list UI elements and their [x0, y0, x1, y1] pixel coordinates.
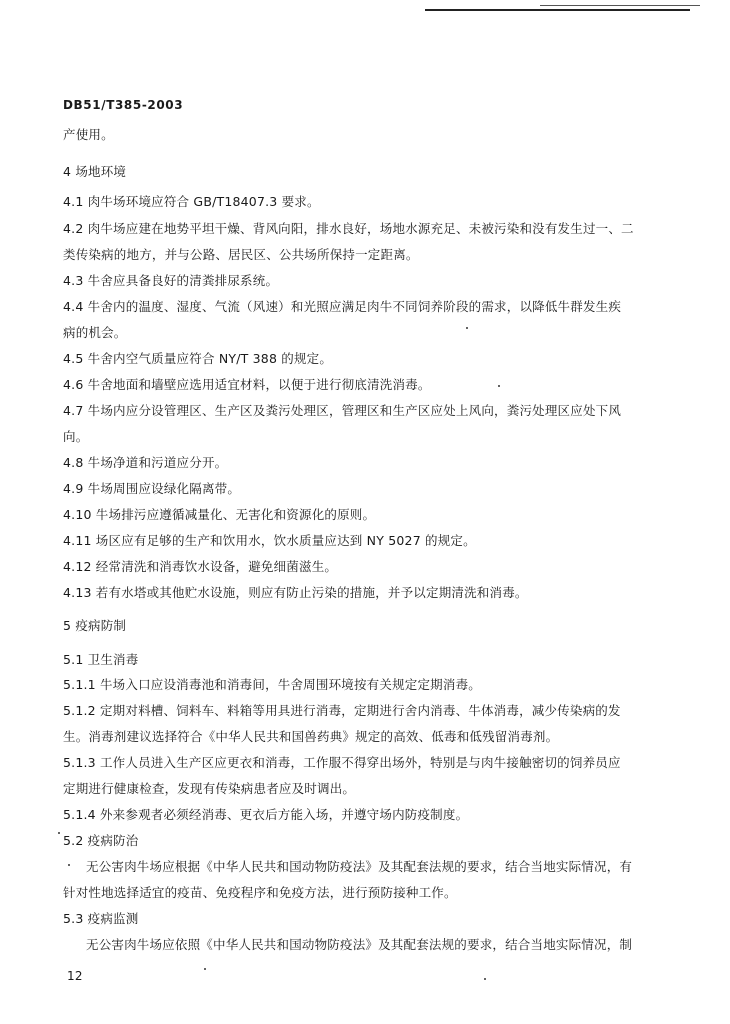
scan-speck [68, 864, 70, 866]
scan-speck [58, 832, 60, 834]
text-line: 4.1 肉牛场环境应符合 GB/T18407.3 要求。 [63, 194, 320, 209]
text-line: 针对性地选择适宜的疫苗、免疫程序和免疫方法，进行预防接种工作。 [63, 885, 457, 900]
scan-speck [466, 327, 468, 329]
section-heading: 5 疫病防制 [63, 618, 127, 633]
text-line: 4.4 牛舍内的温度、湿度、气流（风速）和光照应满足肉牛不同饲养阶段的需求，以降低牛群发生疾 [63, 299, 622, 314]
scan-speck [204, 968, 206, 970]
text-line: 4.10 牛场排污应遵循减量化、无害化和资源化的原则。 [63, 507, 376, 522]
text-line: 生。消毒剂建议选择符合《中华人民共和国兽药典》规定的高效、低毒和低残留消毒剂。 [63, 729, 559, 744]
scan-speck [484, 978, 486, 980]
text-line: 无公害肉牛场应根据《中华人民共和国动物防疫法》及其配套法规的要求，结合当地实际情况，有 [86, 859, 633, 874]
text-line: 4.6 牛舍地面和墙壁应选用适宜材料，以便于进行彻底清洗消毒。 [63, 377, 431, 392]
scan-speck [498, 385, 500, 387]
text-line: 5.1.3 工作人员进入生产区应更衣和消毒，工作服不得穿出场外，特别是与肉牛接触密切的饲养员应 [63, 755, 621, 770]
text-line: 4.9 牛场周围应设绿化隔离带。 [63, 481, 241, 496]
text-line: 5.1.4 外来参观者必须经消毒、更衣后方能入场，并遵守场内防疫制度。 [63, 807, 469, 822]
text-line: 4.5 牛舍内空气质量应符合 NY/T 388 的规定。 [63, 351, 333, 366]
text-line: 5.1.2 定期对料槽、饲料车、料箱等用具进行消毒，定期进行舍内消毒、牛体消毒，减少传染病的发 [63, 703, 621, 718]
subsection-heading: 5.1 卫生消毒 [63, 652, 139, 667]
scan-top-rule [425, 9, 690, 11]
scan-top-rule-thin [540, 5, 700, 6]
subsection-heading: 5.2 疫病防治 [63, 833, 139, 848]
text-line: 4.2 肉牛场应建在地势平坦干燥、背风向阳，排水良好，场地水源充足、未被污染和没有发生过一、二 [63, 221, 634, 236]
subsection-heading: 5.3 疫病监测 [63, 911, 139, 926]
page-number: 12 [67, 969, 83, 983]
text-line: 4.12 经常清洗和消毒饮水设备，避免细菌滋生。 [63, 559, 338, 574]
text-line: 无公害肉牛场应依照《中华人民共和国动物防疫法》及其配套法规的要求，结合当地实际情况，制 [86, 937, 633, 952]
text-line: 5.1.1 牛场入口应设消毒池和消毒间，牛舍周围环境按有关规定定期消毒。 [63, 677, 481, 692]
text-line: 4.3 牛舍应具备良好的清粪排尿系统。 [63, 273, 279, 288]
text-line: 产使用。 [63, 127, 114, 142]
text-line: 4.7 牛场内应分设管理区、生产区及粪污处理区，管理区和生产区应处上风向，粪污处理区应处下风 [63, 403, 622, 418]
section-heading: 4 场地环境 [63, 164, 127, 179]
text-line: 4.13 若有水塔或其他贮水设施，则应有防止污染的措施，并予以定期清洗和消毒。 [63, 585, 528, 600]
text-line: 定期进行健康检查，发现有传染病患者应及时调出。 [63, 781, 356, 796]
text-line: 病的机会。 [63, 325, 127, 340]
text-line: 4.8 牛场净道和污道应分开。 [63, 455, 228, 470]
text-line: 类传染病的地方，并与公路、居民区、公共场所保持一定距离。 [63, 247, 419, 262]
text-line: 向。 [63, 429, 89, 444]
document-code: DB51/T385-2003 [63, 98, 184, 112]
text-line: 4.11 场区应有足够的生产和饮用水，饮水质量应达到 NY 5027 的规定。 [63, 533, 476, 548]
